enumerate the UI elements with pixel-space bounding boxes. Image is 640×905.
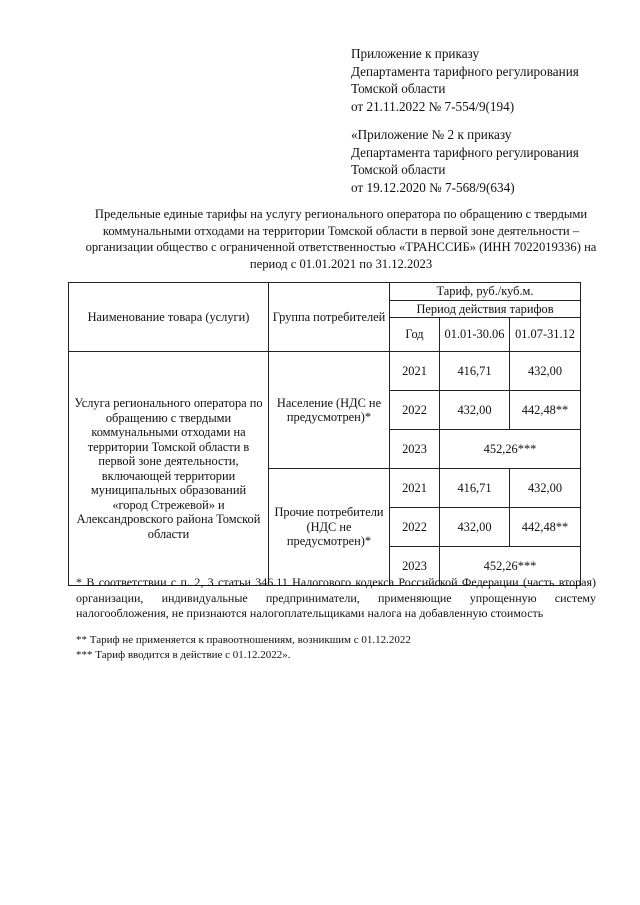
order-reference-header [351,45,579,115]
header-line: от 21.11.2022 № 7-554/9(194) [351,98,515,114]
tariff-table [68,282,581,586]
header-line: Томской области [351,162,446,177]
tariff-cell: 416,71 [440,469,510,508]
footnote-tariff-effective: *** Тариф вводится в действие с 01.12.2022». [76,649,291,661]
header-half1: 01.01-30.06 [440,318,510,352]
group-population: Население (НДС не предусмотрен)* [269,352,390,469]
table-header-row [69,283,581,301]
header-tariff: Тариф, руб./куб.м. [390,283,581,301]
footnote-vat: * В соответствии с п. 2, 3 статьи 346.11 Налогового кодекса Российской Федерации (часть вторая) организации, индивидуальные предприниматели, применяющие упрощенную систему налогообложения, не признаются налогоплательщиками налога на добавленную стоимость [76,575,596,620]
table-row [69,352,581,391]
header-line: Томской области [351,81,446,96]
year-cell: 2021 [390,469,440,508]
tariff-cell: 416,71 [440,352,510,391]
header-line: Приложение к приказу [351,46,480,61]
header-period: Период действия тарифов [390,300,581,318]
header-service: Наименование товара (услуги) [69,283,269,352]
tariff-cell: 432,00 [510,469,581,508]
group-other: Прочие потребители (НДС не предусмотрен)* [269,469,390,586]
tariff-cell: 442,48** [510,508,581,547]
tariff-cell: 432,00 [510,352,581,391]
header-line: от 19.12.2020 № 7-568/9(634) [351,179,515,195]
header-line: Департамента тарифного регулирования [351,63,579,79]
year-cell: 2022 [390,391,440,430]
year-cell: 2022 [390,508,440,547]
header-group: Группа потребителей [269,283,390,352]
year-cell: 2021 [390,352,440,391]
footnote-tariff-not-applied: ** Тариф не применяется к правоотношениям, возникшим с 01.12.2022 [76,634,411,646]
tariff-cell: 432,00 [440,508,510,547]
tariff-cell-merged: 452,26*** [440,547,581,586]
original-appendix-header [351,126,579,196]
tariff-cell: 432,00 [440,391,510,430]
tariff-cell: 442,48** [510,391,581,430]
header-line: Департамента тарифного регулирования [351,144,579,160]
year-cell: 2023 [390,430,440,469]
document-title: Предельные единые тарифы на услугу регионального оператора по обращению с твердыми коммунальными отходами на территории Томской области в первой зоне деятельности – организации общество с ограниченной ответственностью «ТРАНССИБ» (ИНН 7022019336) на период с 01.01.2021 по 31.12.2023 [85,207,597,271]
header-line: «Приложение № 2 к приказу [351,127,512,142]
header-year: Год [390,318,440,352]
service-name-cell: Услуга регионального оператора по обращению с твердыми коммунальными отходами на территории Томской области в первой зоне деятельности, включающей территории муниципальных образований «город Стрежевой» и Александровского района Томской области [69,352,269,586]
tariff-cell-merged: 452,26*** [440,430,581,469]
header-half2: 01.07-31.12 [510,318,581,352]
year-cell: 2023 [390,547,440,586]
